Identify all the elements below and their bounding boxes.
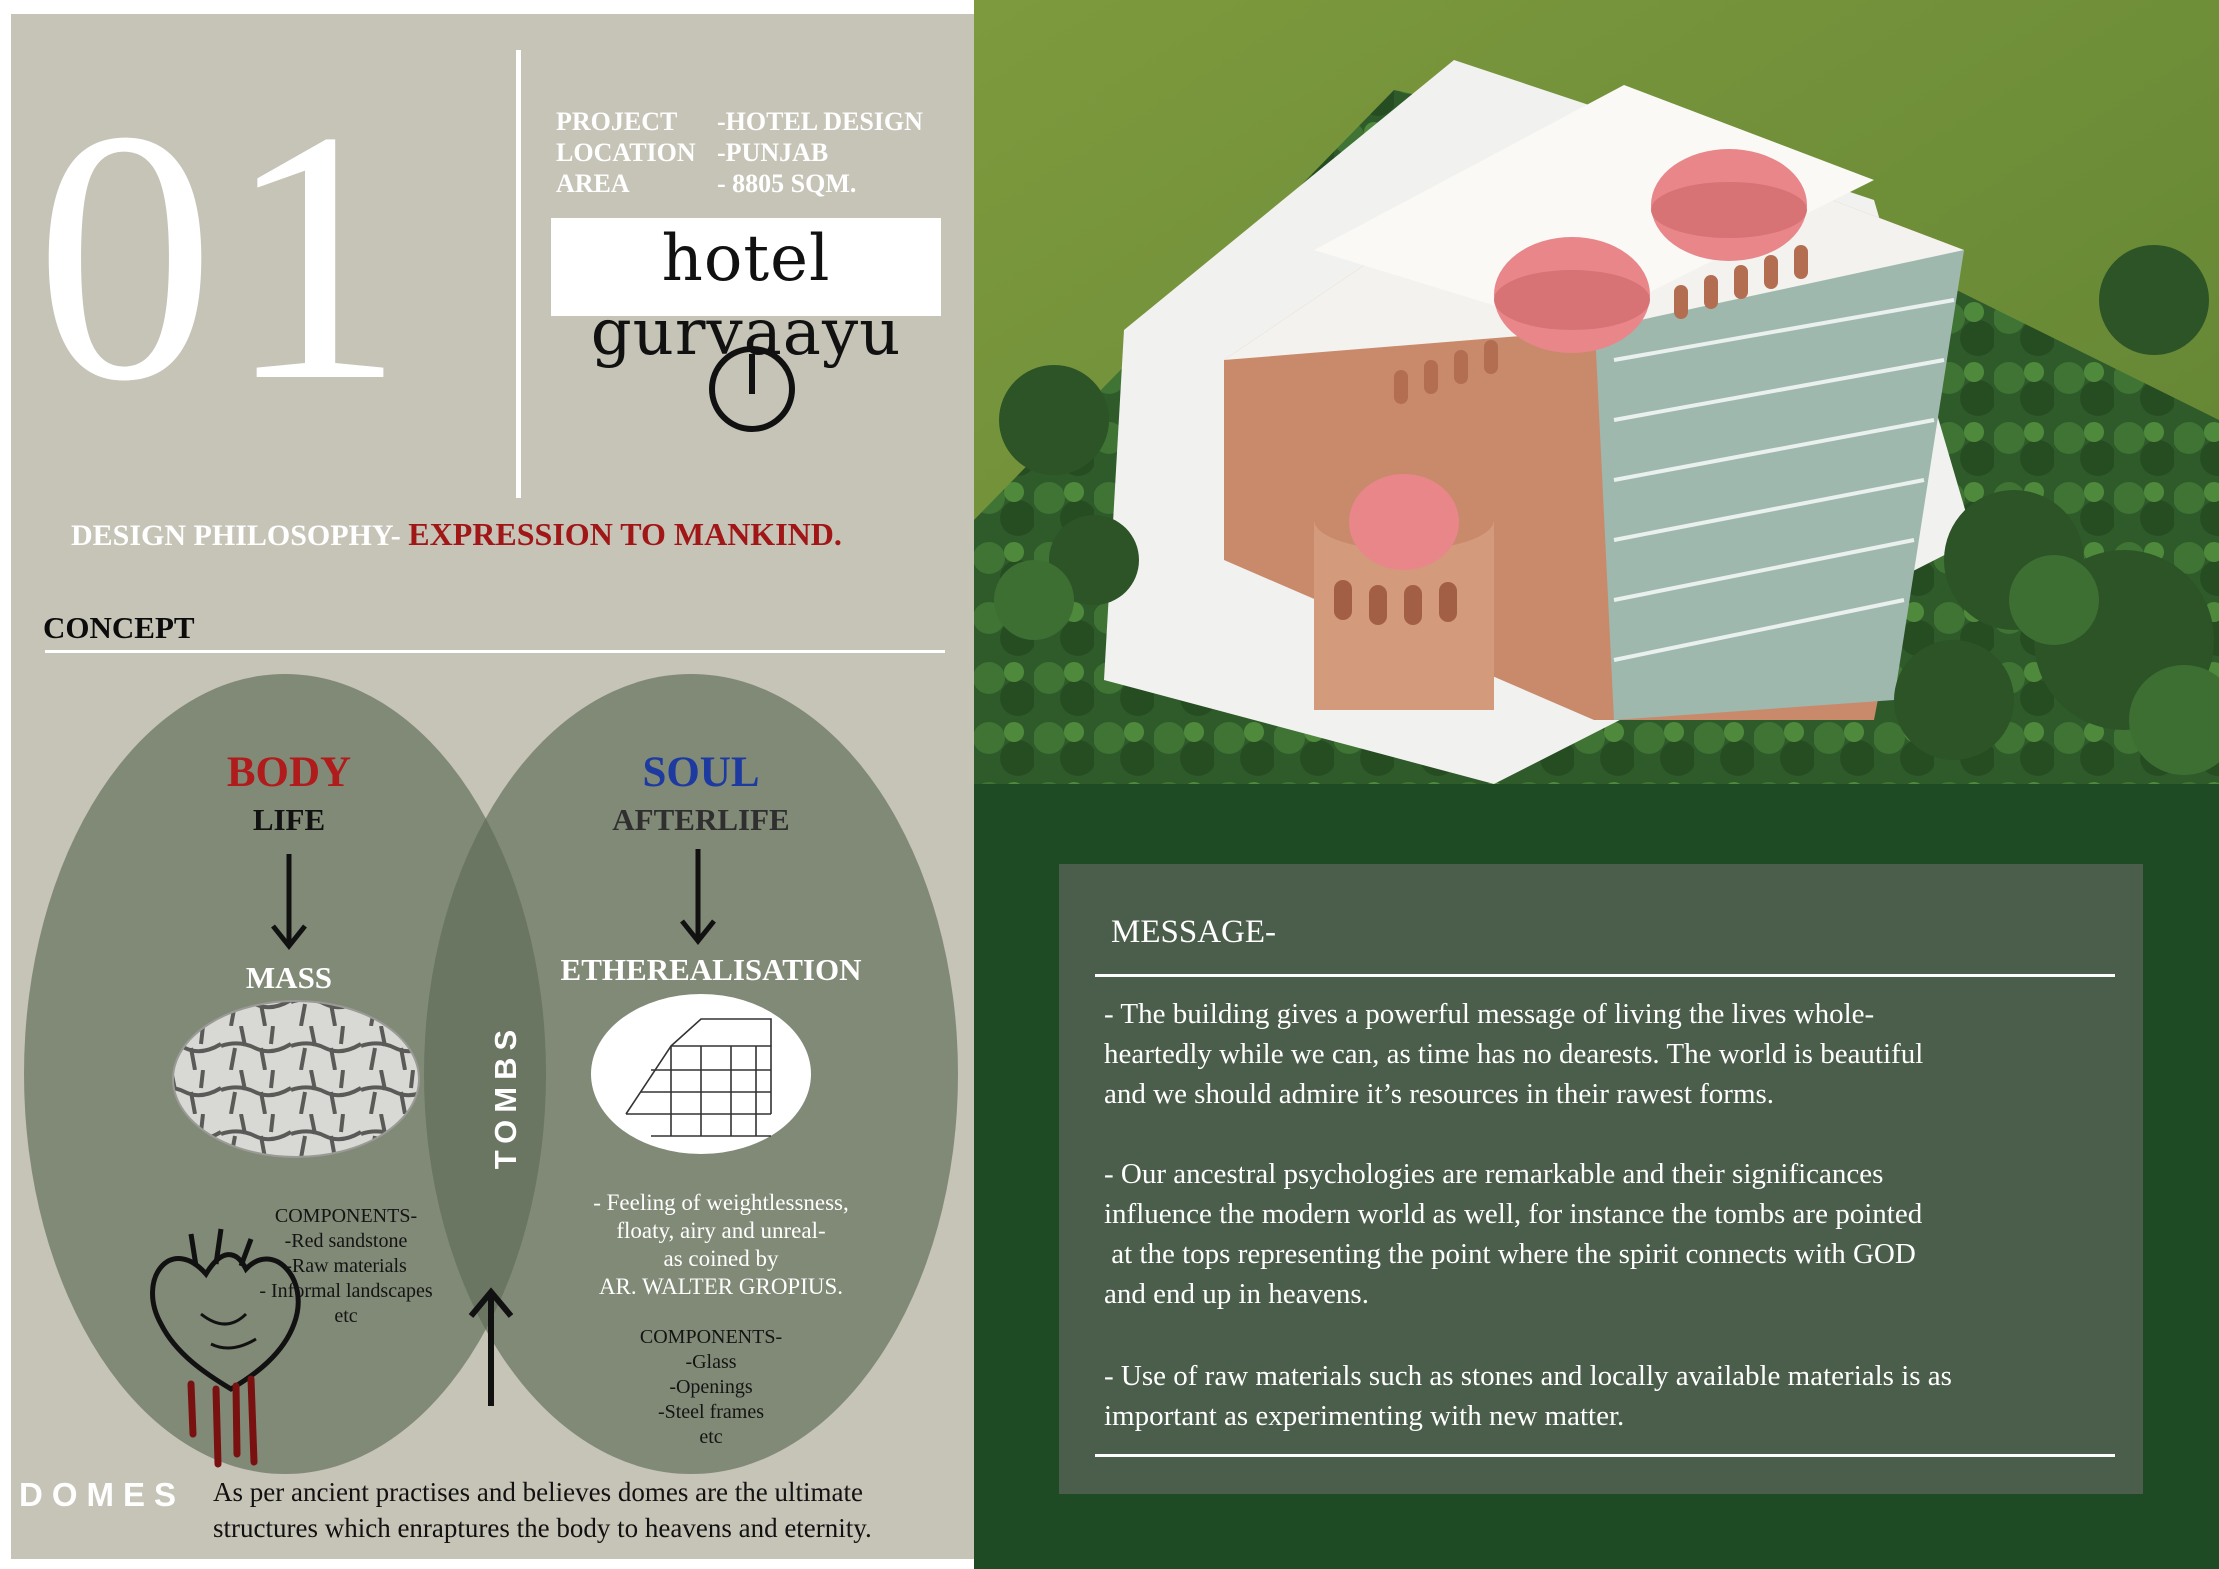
message-line: at the tops representing the point where the spirit connects with GOD [1104, 1238, 1916, 1270]
area-value: - 8805 SQM. [717, 169, 857, 198]
location-value: -PUNJAB [717, 138, 829, 167]
message-line: and end up in heavens. [1104, 1278, 1369, 1310]
component-line: -Steel frames [657, 1401, 765, 1423]
message-paragraph-2 [1104, 1154, 2114, 1314]
domes-line-2: structures which enraptures the body to heavens and eternity. [213, 1513, 872, 1543]
hotel-render-image [974, 0, 2219, 784]
component-line: -Glass [685, 1351, 737, 1373]
description-line: floaty, airy and unreal- [616, 1218, 826, 1243]
philosophy-value: EXPRESSION TO MANKIND. [408, 516, 842, 552]
message-line: and we should admire it’s resources in their rawest forms. [1104, 1078, 1775, 1110]
component-line: etc [699, 1426, 723, 1448]
component-line: -Red sandstone [284, 1230, 408, 1252]
message-paragraph-3 [1104, 1356, 2114, 1436]
message-line: - The building gives a powerful message of living the lives whole- [1104, 998, 1875, 1030]
logo-text: hotel gurvaayu [590, 222, 902, 370]
message-box [1059, 864, 2143, 1494]
stone-wall-image [173, 1001, 419, 1157]
message-line: important as experimenting with new matter. [1104, 1400, 1625, 1432]
location-label: LOCATION [556, 138, 696, 167]
domes-text [213, 1474, 872, 1546]
project-label: PROJECT [556, 107, 678, 136]
philosophy-label: DESIGN PHILOSOPHY- [71, 519, 401, 552]
concept-venn [11, 674, 974, 1494]
concept-underline [45, 650, 945, 653]
message-line: heartedly while we can, as time has no dearests. The world is beautiful [1104, 1038, 1924, 1070]
message-bottom-rule [1095, 1454, 2115, 1457]
component-line: -Raw materials [285, 1255, 407, 1277]
description-line: - Feeling of weightlessness, [593, 1190, 849, 1215]
soul-components [611, 1325, 811, 1450]
body-title: BODY [226, 749, 352, 796]
body-components [241, 1204, 451, 1329]
area-label: AREA [556, 169, 630, 198]
body-subtitle: LIFE [252, 802, 326, 837]
hotel-logo [551, 218, 941, 370]
soul-subtitle: AFTERLIFE [612, 802, 790, 837]
design-philosophy [71, 516, 842, 553]
project-value: -HOTEL DESIGN [717, 107, 923, 136]
message-paragraph-1 [1104, 994, 2114, 1114]
component-line: COMPONENTS- [274, 1205, 418, 1227]
message-line: - Use of raw materials such as stones and locally available materials is as [1104, 1360, 1952, 1392]
tombs-label-wrapper [488, 982, 523, 1170]
description-line: AR. WALTER GROPIUS. [598, 1274, 844, 1299]
message-title: MESSAGE- [1111, 914, 1277, 950]
domes-label: DOMES [19, 1476, 186, 1513]
message-line: - Our ancestral psychologies are remarkable and their significances [1104, 1158, 1884, 1190]
vertical-divider [516, 50, 521, 498]
body-result: MASS [245, 960, 333, 995]
domes-line-1: As per ancient practises and believes domes are the ultimate [213, 1477, 864, 1507]
component-line: etc [334, 1305, 358, 1327]
concept-title: CONCEPT [43, 610, 195, 645]
component-line: COMPONENTS- [639, 1326, 783, 1348]
description-line: as coined by [663, 1246, 779, 1271]
message-line: influence the modern world as well, for instance the tombs are pointed [1104, 1198, 1923, 1230]
soul-result: ETHEREALISATION [560, 952, 862, 987]
component-line: - Informal landscapes [259, 1280, 433, 1302]
left-panel [11, 14, 974, 1559]
wireframe-building-image [591, 994, 811, 1154]
render-illustration [974, 0, 2219, 784]
component-line: -Openings [669, 1376, 753, 1398]
project-number: 01 [35, 56, 415, 455]
tombs-label: TOMBS [488, 1022, 523, 1170]
message-top-rule [1095, 974, 2115, 977]
power-icon [707, 344, 797, 434]
soul-description [566, 1189, 876, 1301]
soul-title: SOUL [642, 749, 760, 796]
message-section [974, 784, 2219, 1569]
